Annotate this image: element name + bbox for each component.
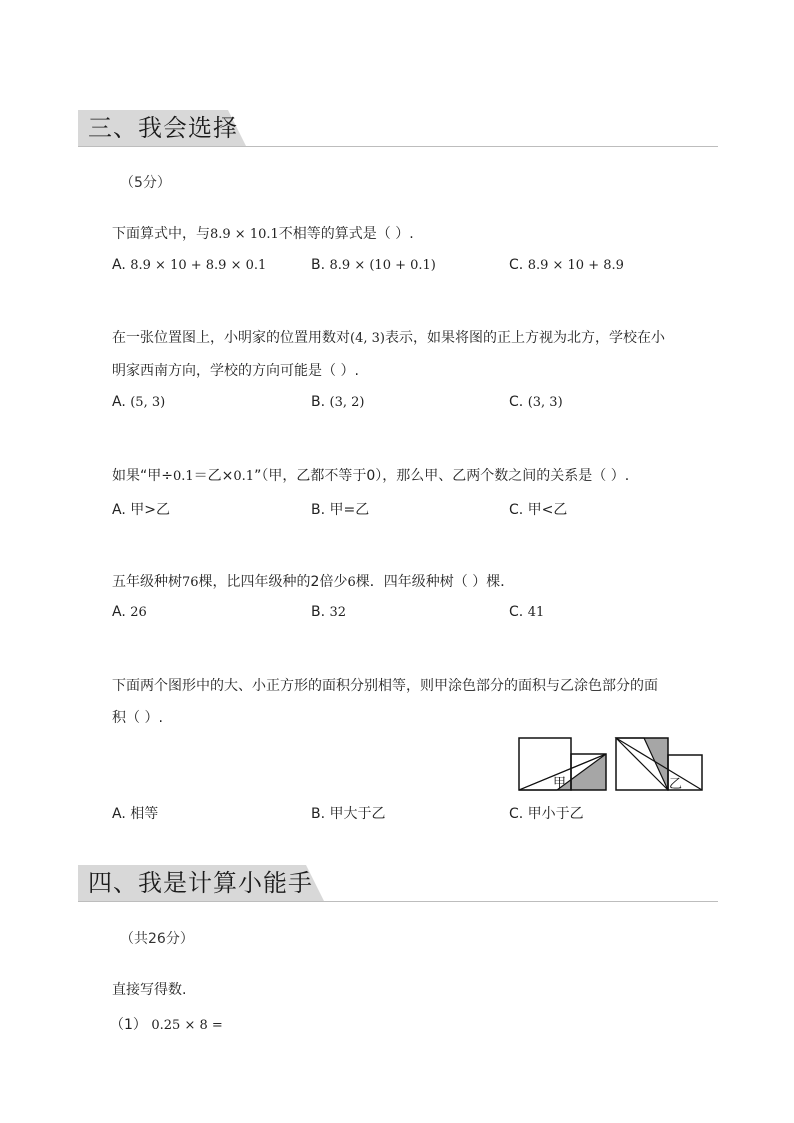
q3-stem-c: ”（甲，乙都不等于0），那么甲、乙两个数之间的关系是（ ）. xyxy=(254,468,630,484)
q2-line1-a: 在一张位置图上，小明家的位置用数对 xyxy=(112,330,350,346)
q2-line-2: 明家西南方向，学校的方向可能是（ ）. xyxy=(112,363,359,379)
q5-option-c[interactable]: C. 甲小于乙 xyxy=(509,806,584,822)
q2-option-b[interactable] xyxy=(311,394,364,410)
q2-option-c[interactable] xyxy=(509,394,563,410)
q2-option-a-math: (5, 3) xyxy=(130,395,166,410)
section-4-header-rule xyxy=(78,901,718,902)
q3-stem-b: ＝乙× xyxy=(193,468,234,484)
question-1 xyxy=(112,218,712,251)
q1-option-b-label: B. xyxy=(311,257,326,273)
q5-option-a[interactable]: A. 相等 xyxy=(112,806,159,822)
q2-option-a-label: A. xyxy=(112,394,126,410)
q4-option-b-math: 32 xyxy=(329,605,347,620)
q3-stem-a: 如果“甲÷ xyxy=(112,468,173,484)
figure-yi xyxy=(614,736,706,792)
q5-option-b[interactable]: B. 甲大于乙 xyxy=(311,806,386,822)
figure-yi-label: 乙 xyxy=(669,777,683,792)
q4-option-c[interactable] xyxy=(509,604,544,620)
q4-option-a-label: A. xyxy=(112,604,126,620)
q2-option-b-math: (3, 2) xyxy=(329,395,365,410)
q4-option-a[interactable] xyxy=(112,604,147,620)
q2-option-c-label: C. xyxy=(509,394,524,410)
q2-option-a[interactable] xyxy=(112,394,165,410)
q1-option-b[interactable] xyxy=(311,257,436,273)
figure-jia-label: 甲 xyxy=(553,776,567,791)
q2-option-b-label: B. xyxy=(311,394,326,410)
q4-stem-b: 棵，比四年级种的2倍少 xyxy=(198,574,348,590)
q4-option-c-math: 41 xyxy=(527,605,545,620)
question-3 xyxy=(112,460,732,493)
section-4-score: （共26分） xyxy=(120,931,194,947)
q1-option-b-math: 8.9 × (10 + 0.1) xyxy=(329,258,436,273)
q2-line1-b: 表示，如果将图的正上方视为北方，学校在小 xyxy=(384,330,665,346)
q1-option-c-label: C. xyxy=(509,257,524,273)
q2-line1-math: (4, 3) xyxy=(350,331,385,346)
q5-line-2: 积（ ）. xyxy=(112,710,163,726)
section-4-intro: 直接写得数. xyxy=(112,982,187,998)
q4-stem-c: 棵．四年级种树（ ）棵． xyxy=(355,574,515,590)
q4-stem-math-1: 76 xyxy=(182,575,199,590)
q4-stem-math-2: 6 xyxy=(347,575,356,590)
q4-option-b[interactable] xyxy=(311,604,346,620)
q1-stem-b: 不相等的算式是（ ）. xyxy=(278,226,414,242)
q2-option-c-math: (3, 3) xyxy=(527,395,563,410)
calc-item-1-label: （1） xyxy=(110,1017,147,1033)
q1-option-c-math: 8.9 × 10 + 8.9 xyxy=(527,258,624,273)
question-2 xyxy=(112,322,712,387)
q3-option-a[interactable]: A. 甲>乙 xyxy=(112,502,170,518)
q5-line-1: 下面两个图形中的大、小正方形的面积分别相等，则甲涂色部分的面积与乙涂色部分的面 xyxy=(112,678,658,694)
q1-stem-math: 8.9 × 10.1 xyxy=(210,227,279,242)
q3-stem-math-1: 0.1 xyxy=(172,469,194,484)
section-3-title: 三、我会选择 xyxy=(88,114,238,142)
q3-option-c[interactable]: C. 甲<乙 xyxy=(509,502,568,518)
figure-jia xyxy=(517,736,609,792)
q1-option-c[interactable] xyxy=(509,257,624,273)
q2-line-1 xyxy=(112,322,712,355)
section-4-title: 四、我是计算小能手 xyxy=(88,869,313,897)
calc-item-1-math: 0.25 × 8 = xyxy=(151,1018,223,1033)
section-3-header xyxy=(78,110,718,148)
q4-stem-a: 五年级种树 xyxy=(112,574,182,590)
q1-option-a-label: A. xyxy=(112,257,126,273)
section-3-score: （5分） xyxy=(120,175,171,191)
q1-stem-a: 下面算式中，与 xyxy=(112,226,210,242)
q4-option-c-label: C. xyxy=(509,604,524,620)
q1-option-a-math: 8.9 × 10 + 8.9 × 0.1 xyxy=(130,258,267,273)
q4-option-a-math: 26 xyxy=(130,605,147,620)
section-3-header-rule xyxy=(78,146,718,147)
section-4-header xyxy=(78,865,718,903)
question-4 xyxy=(112,566,712,599)
question-5 xyxy=(112,670,722,734)
q3-stem-math-2: 0.1 xyxy=(233,469,255,484)
q1-option-a[interactable] xyxy=(112,257,266,273)
q3-option-b[interactable]: B. 甲=乙 xyxy=(311,502,370,518)
q4-option-b-label: B. xyxy=(311,604,326,620)
calc-item-1 xyxy=(110,1014,223,1034)
